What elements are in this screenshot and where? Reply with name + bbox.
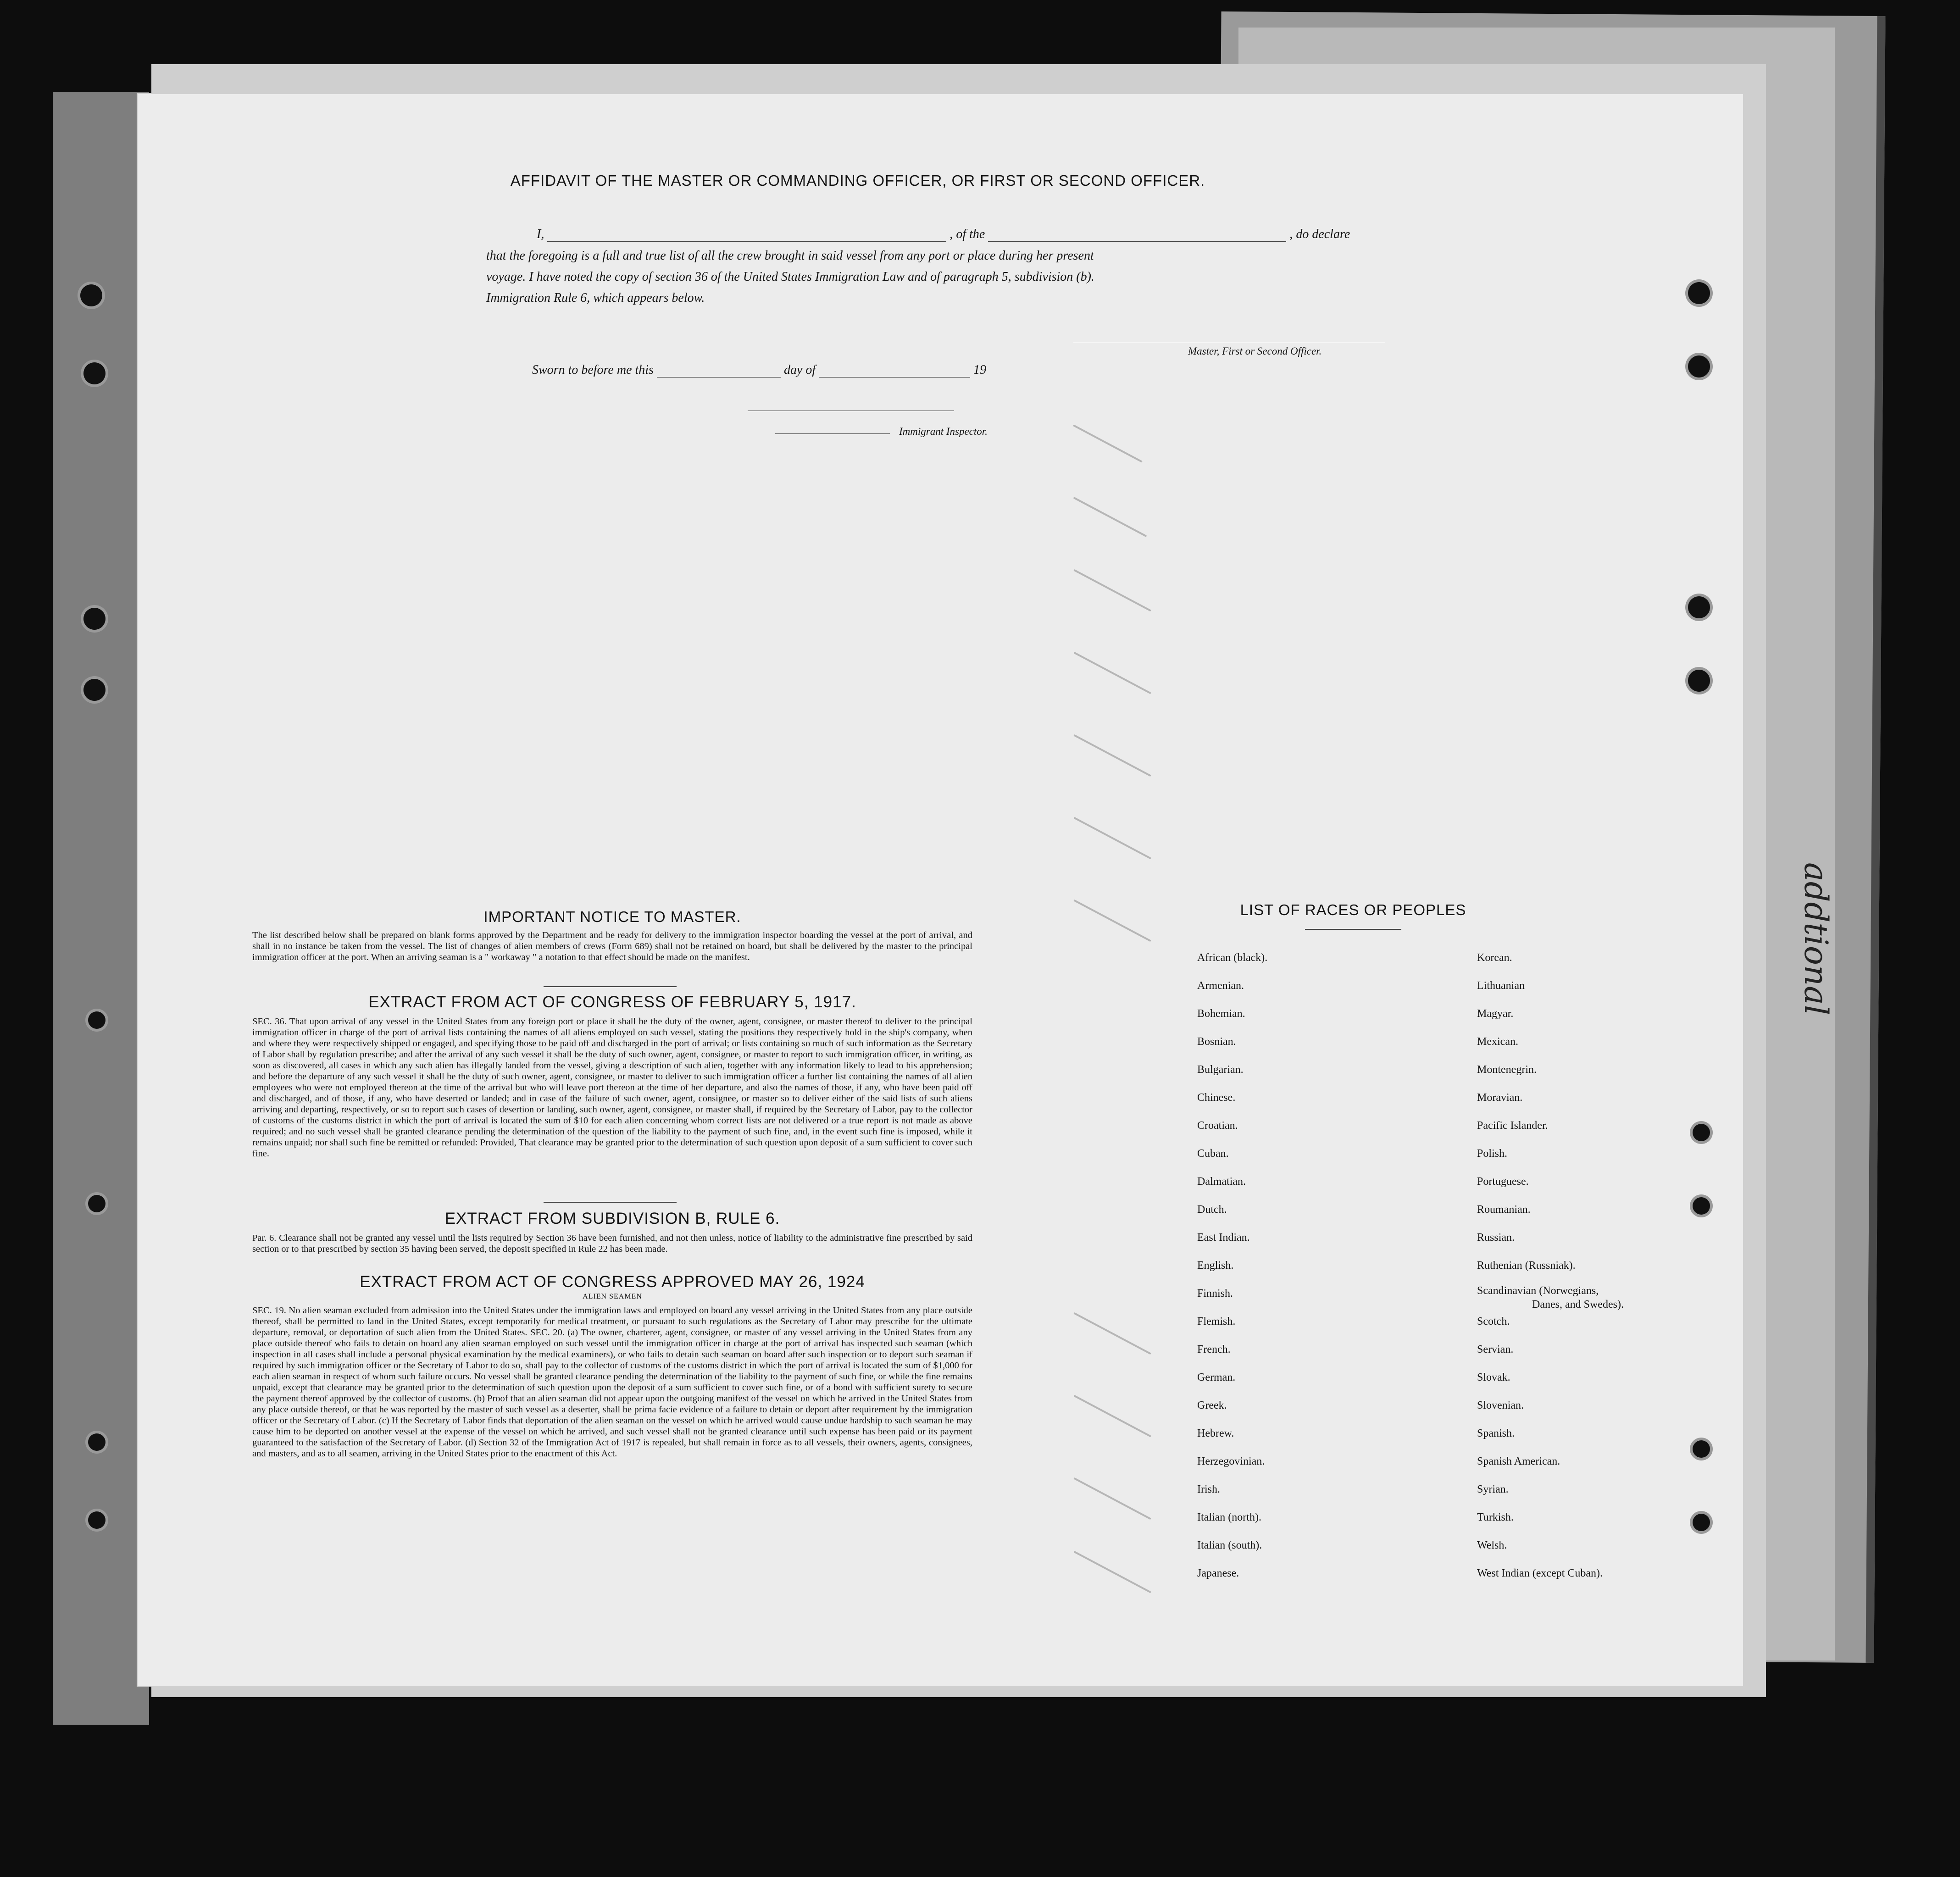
sworn-line [532, 363, 986, 378]
race-entry: Polish. [1477, 1148, 1508, 1160]
extract-1924-subtitle: ALIEN SEAMEN [583, 1293, 642, 1300]
bleed-through-mark [1073, 652, 1151, 694]
race-entry: Turkish. [1477, 1511, 1514, 1523]
sworn-day-line [657, 377, 781, 378]
punch-hole [83, 608, 105, 630]
affidavit-of-the: , of the [949, 227, 985, 241]
race-entry: Scandinavian (Norwegians, [1477, 1285, 1599, 1297]
section-divider [1305, 929, 1401, 930]
punch-hole [88, 1195, 105, 1212]
master-name-line [547, 241, 946, 242]
punch-hole [80, 284, 102, 306]
races-title: LIST OF RACES OR PEOPLES [1240, 901, 1466, 918]
race-entry: Korean. [1477, 952, 1512, 964]
race-entry: East Indian. [1197, 1232, 1250, 1244]
affidavit-line-2: that the foregoing is a full and true list of all the crew brought in said vessel from any port or place during her present [486, 249, 1094, 263]
race-entry: Portuguese. [1477, 1176, 1529, 1188]
race-entry: Italian (south). [1197, 1539, 1262, 1551]
race-entry: Greek. [1197, 1399, 1227, 1411]
punch-hole [1693, 1124, 1710, 1141]
race-entry: Danes, and Swedes). [1532, 1299, 1624, 1311]
handwritten-side-note: addtional [1797, 862, 1835, 1016]
punch-hole [88, 1433, 105, 1451]
extract-1924-title: EXTRACT FROM ACT OF CONGRESS APPROVED MAY 26, 1924 [360, 1273, 865, 1291]
race-entry: Italian (north). [1197, 1511, 1261, 1523]
month-line [819, 377, 970, 378]
race-entry: Magyar. [1477, 1008, 1514, 1020]
race-entry: Roumanian. [1477, 1204, 1531, 1216]
race-entry: German. [1197, 1372, 1236, 1383]
race-entry: Bosnian. [1197, 1036, 1236, 1048]
extract-1917-text: SEC. 36. That upon arrival of any vessel in the United States from any foreign port or place it shall be the duty of the owner, agent, consignee, or master thereof to deliver to the principal immigration officer in charge of the port of arrival lists containing the names of all aliens employed on such vessel, stating the positions they respectively hold in the ship's company, when and where they were respectively shipped or engaged, and specifying those to be paid off and discharged in the port of arrival; or lists containing so much of such information as the Secretary of Labor shall by regulation prescribe; and after the arrival of any such vessel it shall be the duty of such owner, agent, consignee, or master to report to such immigration officer, in writing, as soon as discovered, all cases in which any such alien has illegally landed from the vessel, giving a description of such alien, together with any information likely to lead to his apprehension; and before the departure of any such vessel it shall be the duty of such owner, agent, consignee, or master to deliver to such immigration officer a further list containing the names of all alien employees who were not employed thereon at the time of the arrival but who will leave port thereon at the time of her departure, and also the names of those, if any, who have been paid off and discharged, and of those, if any, who have deserted or landed; and in case of the failure of such owner, agent, consignee, or master so to deliver either of the said lists of such aliens arriving and departing, respectively, or so to report such cases of desertion or landing, such owner, agent, consignee, or master shall, if required by the Secretary of Labor, pay to the collector of customs of the customs district in which the port of arrival is located the sum of $10 for each alien concerning whom correct lists are not delivered or a true report is not made as above required; and no such vessel shall be granted clearance pending the determination of the question of the liability to the payment of such fine, and, in the event such fine is imposed, while it remains unpaid; nor shall such fine be remitted or refunded: Provided, That clearance may be granted prior to the determination of such question upon deposit of a sum sufficient to cover such fine. [252, 1016, 972, 1159]
bleed-through-mark [1073, 900, 1151, 942]
race-entry: French. [1197, 1344, 1231, 1355]
race-entry: Slovak. [1477, 1372, 1510, 1383]
race-entry: Armenian. [1197, 980, 1244, 992]
race-entry: Ruthenian (Russniak). [1477, 1260, 1576, 1272]
day-of-label: day of [783, 363, 816, 377]
race-entry: Moravian. [1477, 1092, 1523, 1104]
race-entry: Pacific Islander. [1477, 1120, 1548, 1132]
race-entry: Montenegrin. [1477, 1064, 1537, 1076]
inspector-line-2 [775, 433, 890, 434]
race-entry: African (black). [1197, 952, 1268, 964]
race-entry: Finnish. [1197, 1288, 1233, 1299]
bleed-through-mark [1073, 497, 1147, 537]
notice-text: The list described below shall be prepared on blank forms approved by the Department and be ready for delivery to the immigration inspector boarding the vessel at the port of arrival, and shall in no instance be taken from the vessel. The list of changes of alien members of crews (Form 689) shall not be retained on board, but shall be delivered by the master to the principal immigration officer at the port. When an arriving seaman is a " workaway " a notation to that effect should be made on the manifest. [252, 930, 972, 962]
bleed-through-mark [1073, 1312, 1151, 1355]
race-entry: Dutch. [1197, 1204, 1227, 1216]
punch-hole [88, 1011, 105, 1029]
race-entry: Flemish. [1197, 1316, 1236, 1327]
vessel-name-line [988, 241, 1286, 242]
bleed-through-mark [1073, 424, 1143, 462]
punch-hole [1693, 1197, 1710, 1215]
binding-strip [53, 92, 149, 1725]
rule-6-title: EXTRACT FROM SUBDIVISION B, RULE 6. [444, 1210, 780, 1227]
race-entry: Russian. [1477, 1232, 1515, 1244]
extract-1924-text: SEC. 19. No alien seaman excluded from admission into the United States under the immigration laws and employed on board any vessel arriving in the United States from any place outside thereof, shall be permitted to land in the United States, except temporarily for medical treatment, or pursuant to such regulations as the Secretary of Labor may prescribe for the ultimate departure, removal, or deportation of such alien from the United States. SEC. 20. (a) The owner, charterer, agent, consignee, or master of any vessel arriving in the United States from any place outside thereof who fails to detain on board any alien seaman employed on such vessel until the immigration officer in charge at the port of arrival has inspected such seaman (which inspection in all cases shall include a personal physical examination by the medical examiners), or who fails to detain such seaman on board after such inspection or to deport such seaman if required by such immigration officer or the Secretary of Labor to do so, shall pay to the collector of customs of the customs district in which the port of arrival is located the sum of $1,000 for each alien seaman in respect of whom such failure occurs. No vessel shall be granted clearance pending the determination of the liability to the payment of such fine, or while the fine remains unpaid, except that clearance may be granted prior to the determination of such question upon the deposit of a sum sufficient to cover such fine, or of a bond with sufficient surety to secure the payment thereof approved by the collector of customs. (b) Proof that an alien seaman did not appear upon the outgoing manifest of the vessel on which he arrived in the United States from any place outside thereof, or that he was reported by the master of such vessel as a deserter, shall be prima facie evidence of a failure to detain or deport after requirement by the immigration officer or the Secretary of Labor. (c) If the Secretary of Labor finds that deportation of the alien seaman on the vessel on which he arrived would cause undue hardship to such seaman he may cause him to be deported on another vessel at the expense of the vessel on which he arrived, and such vessel shall not be granted clearance until such expense has been paid or its payment guaranteed to the satisfaction of the Secretary of Labor. (d) Section 32 of the Immigration Act of 1917 is repealed, but shall remain in force as to all vessels, their owners, agents, consignees, and masters, and as to all seamen, arriving in the United States prior to the enactment of this Act. [252, 1305, 972, 1459]
punch-hole [1688, 596, 1710, 618]
inspector-label: Immigrant Inspector. [899, 426, 988, 437]
section-divider [544, 1202, 677, 1203]
race-entry: Hebrew. [1197, 1427, 1234, 1439]
bleed-through-mark [1073, 1477, 1151, 1520]
race-entry: Bohemian. [1197, 1008, 1245, 1020]
punch-hole [1688, 670, 1710, 692]
punch-hole [1688, 355, 1710, 378]
race-entry: Irish. [1197, 1483, 1220, 1495]
bleed-through-mark [1073, 1551, 1151, 1594]
race-entry: Cuban. [1197, 1148, 1229, 1160]
race-entry: Chinese. [1197, 1092, 1236, 1104]
race-entry: Herzegovinian. [1197, 1455, 1265, 1467]
rule-6-text: Par. 6. Clearance shall not be granted any vessel until the lists required by Section 36 have been furnished, and not then unless, notice of liability to the administrative fine prescribed by said section or to that prescribed by section 35 having been served, the deposit specified in Rule 22 has been made. [252, 1233, 972, 1254]
race-entry: Japanese. [1197, 1567, 1239, 1579]
race-entry: Welsh. [1477, 1539, 1507, 1551]
bleed-through-mark [1073, 569, 1151, 612]
punch-hole [83, 362, 105, 384]
race-entry: Spanish. [1477, 1427, 1515, 1439]
punch-hole [83, 679, 105, 701]
bleed-through-mark [1073, 817, 1151, 860]
race-entry: Slovenian. [1477, 1399, 1524, 1411]
punch-hole [1693, 1514, 1710, 1531]
sworn-label: Sworn to before me this [532, 363, 654, 377]
affidavit-do-declare: , do declare [1289, 227, 1350, 241]
affidavit-line-1 [537, 227, 1350, 242]
race-entry: English. [1197, 1260, 1234, 1272]
affidavit-line-3: voyage. I have noted the copy of section 36 of the United States Immigration Law and of paragraph 5, subdivision (b). [486, 270, 1094, 284]
race-entry: Servian. [1477, 1344, 1514, 1355]
punch-hole [1688, 282, 1710, 304]
section-divider [544, 986, 677, 987]
race-entry: Syrian. [1477, 1483, 1509, 1495]
race-entry: Bulgarian. [1197, 1064, 1244, 1076]
crew-list-page [138, 94, 1743, 1686]
bleed-through-mark [1073, 1395, 1151, 1438]
race-entry: West Indian (except Cuban). [1477, 1567, 1603, 1579]
year-label: 19 [973, 363, 987, 377]
race-entry: Mexican. [1477, 1036, 1518, 1048]
race-entry: Spanish American. [1477, 1455, 1560, 1467]
notice-title: IMPORTANT NOTICE TO MASTER. [483, 908, 741, 925]
affidavit-line-4: Immigration Rule 6, which appears below. [486, 291, 705, 305]
punch-hole [88, 1511, 105, 1529]
race-entry: Lithuanian [1477, 980, 1525, 992]
affidavit-i-label: I, [537, 227, 544, 241]
race-entry: Croatian. [1197, 1120, 1238, 1132]
race-entry: Scotch. [1477, 1316, 1510, 1327]
affidavit-title: AFFIDAVIT OF THE MASTER OR COMMANDING OFFICER, OR FIRST OR SECOND OFFICER. [510, 172, 1205, 189]
bleed-through-mark [1073, 734, 1151, 777]
extract-1917-title: EXTRACT FROM ACT OF CONGRESS OF FEBRUARY 5, 1917. [368, 993, 856, 1011]
race-entry: Dalmatian. [1197, 1176, 1246, 1188]
punch-hole [1693, 1440, 1710, 1458]
master-signature-label: Master, First or Second Officer. [1188, 345, 1322, 357]
